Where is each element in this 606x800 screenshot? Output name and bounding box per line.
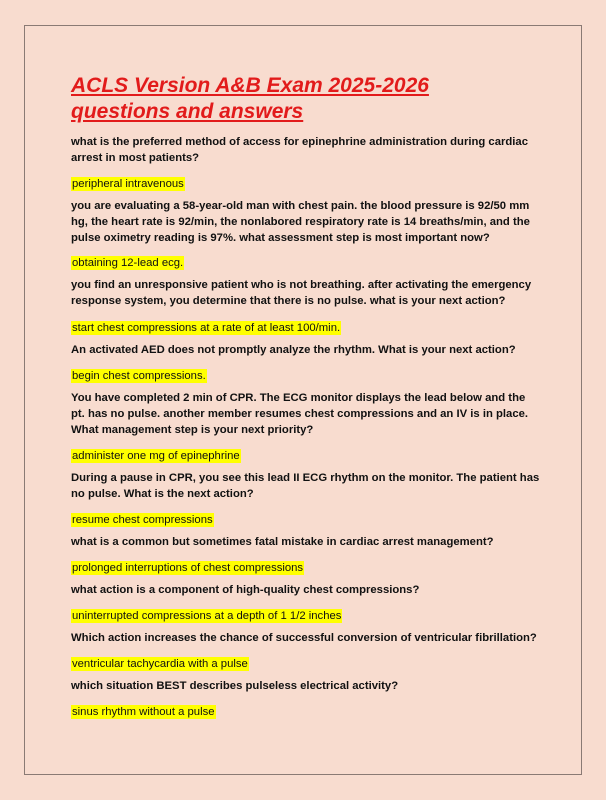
answer-highlight: uninterrupted compressions at a depth of 1 1/2 inches	[72, 610, 342, 622]
question-text: An activated AED does not promptly analyze the rhythm. What is your next action?	[71, 344, 516, 356]
answer-highlight: ventricular tachycardia with a pulse	[72, 658, 248, 670]
answer-highlight: peripheral intravenous	[72, 178, 184, 190]
qa-item	[71, 534, 541, 550]
answer-highlight: administer one mg of epinephrine	[72, 450, 240, 462]
qa-answer	[71, 510, 541, 528]
qa-answer	[71, 174, 541, 192]
qa-answer	[71, 318, 541, 336]
question-text: which situation BEST describes pulseless electrical activity?	[71, 680, 399, 692]
qa-item	[71, 630, 541, 646]
qa-item	[71, 198, 541, 246]
qa-answer	[71, 366, 541, 384]
question-text: you find an unresponsive patient who is not breathing. after activating the emergency response system, you determine that there is no pulse. what is your next action?	[71, 279, 532, 307]
answer-highlight: begin chest compressions.	[72, 370, 206, 382]
qa-answer	[71, 606, 541, 624]
question-text: you are evaluating a 58-year-old man with chest pain. the blood pressure is 92/50 mm hg, the heart rate is 92/min, the nonlabored respiratory rate is 14 breaths/min, and the pulse oximetry reading is 97%. what assessment step is most important now?	[71, 200, 530, 244]
answer-highlight: sinus rhythm without a pulse	[72, 706, 215, 718]
qa-item	[71, 342, 541, 358]
qa-answer	[71, 654, 541, 672]
qa-answer	[71, 253, 541, 271]
qa-item	[71, 678, 541, 694]
question-text: Which action increases the chance of successful conversion of ventricular fibrillation?	[71, 632, 537, 644]
qa-item	[71, 470, 541, 502]
question-text: what is a common but sometimes fatal mistake in cardiac arrest management?	[71, 536, 494, 548]
answer-highlight: resume chest compressions	[72, 514, 213, 526]
question-text: what is the preferred method of access for epinephrine administration during cardiac arrest in most patients?	[71, 136, 528, 164]
qa-answer	[71, 446, 541, 464]
qa-item	[71, 582, 541, 598]
qa-answer	[71, 558, 541, 576]
answer-highlight: obtaining 12-lead ecg.	[72, 257, 184, 269]
question-text: During a pause in CPR, you see this lead II ECG rhythm on the monitor. The patient has no pulse. What is the next action?	[71, 472, 540, 500]
document-title: ACLS Version A&B Exam 2025-2026 questions and answers	[71, 74, 429, 123]
answer-highlight: start chest compressions at a rate of at least 100/min.	[72, 322, 341, 334]
answer-highlight: prolonged interruptions of chest compressions	[72, 562, 304, 574]
qa-item	[71, 134, 541, 166]
qa-item	[71, 390, 541, 438]
question-text: what action is a component of high-quality chest compressions?	[71, 584, 420, 596]
qa-item	[71, 277, 541, 309]
question-text: You have completed 2 min of CPR. The ECG monitor displays the lead below and the pt. has no pulse. another member resumes chest compressions and an IV is in place. What management step is your next priority?	[71, 392, 529, 436]
qa-answer	[71, 702, 541, 720]
